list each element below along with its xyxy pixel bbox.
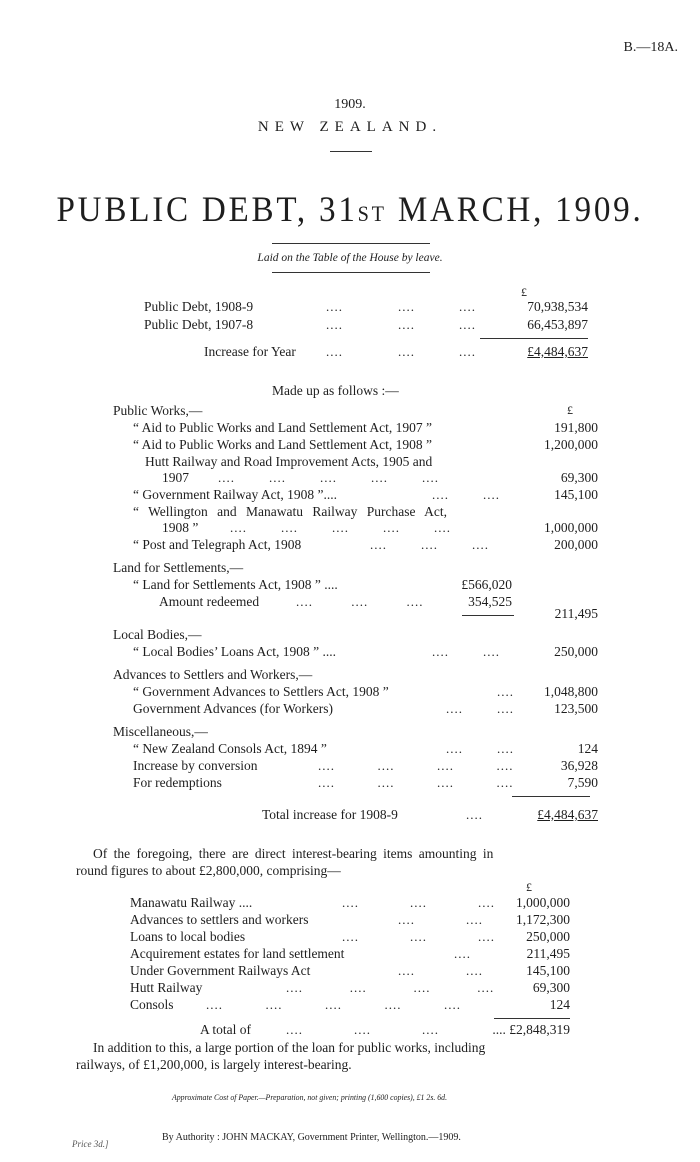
misc-item-2: Increase by conversion: [133, 758, 258, 773]
paper-reference: B.—18A.: [623, 40, 678, 55]
pw-amount-2: 1,200,000: [544, 437, 598, 452]
made-up-line: Made up as follows :—: [272, 383, 399, 398]
summary-label-1: Public Debt, 1908-9: [144, 299, 254, 314]
pw-item-4: “ Government Railway Act, 1908 ”....: [133, 487, 337, 502]
para2-line2: railways, of £1,200,000, is largely interest-bearing.: [76, 1057, 352, 1072]
land-heading: Land for Settlements,—: [113, 560, 244, 575]
local-line: “ Local Bodies’ Loans Act, 1908 ” ....: [133, 644, 336, 659]
summary-rule: [480, 338, 588, 339]
title-part-a: PUBLIC DEBT, 31: [56, 189, 358, 229]
advances-item-1: “ Government Advances to Settlers Act, 1908 ”: [133, 684, 389, 699]
advances-amount-2: 123,500: [554, 701, 598, 716]
total-increase-amount: £4,484,637: [537, 807, 598, 822]
cost-note: Approximate Cost of Paper.—Preparation, not given; printing (1,600 copies), £1 2s. 6d.: [172, 1092, 448, 1102]
pw-item-5-cont: 1908 ”: [162, 520, 199, 535]
price-note: Price 3d.]: [72, 1139, 109, 1149]
interest-item-6: Hutt Railway: [130, 980, 203, 995]
title-superscript: ST: [357, 201, 387, 226]
increase-amount: £4,484,637: [527, 344, 588, 359]
dots: ....: [459, 299, 476, 314]
pw-amount-5: 1,000,000: [544, 520, 598, 535]
dots: ....: [398, 317, 415, 332]
interest-item-4: Acquirement estates for land settlement: [130, 946, 345, 961]
pw-item-3-cont: 1907: [162, 470, 189, 485]
interest-amount-7: 124: [549, 997, 570, 1012]
total-increase-label: Total increase for 1908-9: [262, 807, 398, 822]
interest-amount-1: 1,000,000: [516, 895, 570, 910]
year-line: 1909.: [334, 97, 366, 112]
dots: .... .... .... .... ....: [206, 997, 461, 1012]
laid-note: Laid on the Table of the House by leave.: [257, 252, 443, 264]
dots: ....: [466, 807, 483, 822]
dots: .... .... ....: [342, 895, 495, 910]
advances-heading: Advances to Settlers and Workers,—: [113, 667, 313, 682]
summary-label-2: Public Debt, 1907-8: [144, 317, 254, 332]
interest-item-2: Advances to settlers and workers: [130, 912, 309, 927]
interest-amount-3: 250,000: [526, 929, 570, 944]
pw-amount-1: 191,800: [554, 420, 598, 435]
dots: .... ....: [446, 701, 514, 716]
interest-amount-2: 1,172,300: [516, 912, 570, 927]
misc-amount-1: 124: [577, 741, 598, 756]
pw-item-3: Hutt Railway and Road Improvement Acts, 1905 and: [145, 454, 433, 469]
interest-item-1: Manawatu Railway ....: [130, 895, 253, 910]
laid-rule-bottom: [272, 272, 430, 273]
local-heading: Local Bodies,—: [113, 627, 202, 642]
land-line-1: “ Land for Settlements Act, 1908 ” ....: [133, 577, 338, 592]
laid-rule-top: [272, 243, 430, 244]
pw-amount-6: 200,000: [554, 537, 598, 552]
header-rule: [330, 151, 372, 152]
document-title: [28, 188, 672, 230]
public-works-heading: Public Works,—: [113, 403, 203, 418]
misc-item-3: For redemptions: [133, 775, 222, 790]
pw-item-5: “ Wellington and Manawatu Railway Purchase Act,: [133, 504, 447, 519]
dots: .... ....: [432, 644, 500, 659]
land-line-2: Amount redeemed: [159, 594, 260, 609]
misc-amount-2: 36,928: [560, 758, 598, 773]
pw-item-2: “ Aid to Public Works and Land Settlement Act, 1908 ”: [133, 437, 432, 452]
dots: .... .... .... ....: [286, 980, 495, 995]
pw-amount-4: 145,100: [554, 487, 598, 502]
dots: ....: [497, 684, 514, 699]
dots: ....: [326, 317, 343, 332]
dots: ....: [326, 344, 343, 359]
currency-symbol: £: [526, 880, 532, 894]
land-rule: [462, 615, 514, 616]
land-value-2: 354,525: [468, 594, 512, 609]
para1-line1: Of the foregoing, there are direct interest-bearing items amounting in: [93, 846, 494, 861]
dots: .... ....: [398, 963, 483, 978]
misc-amount-3: 7,590: [567, 775, 598, 790]
dots: ....: [459, 344, 476, 359]
title-part-b: MARCH, 1909.: [386, 189, 644, 229]
total-of-label: A total of: [200, 1022, 251, 1037]
dots: ....: [398, 344, 415, 359]
pw-amount-3: 69,300: [560, 470, 598, 485]
advances-amount-1: 1,048,800: [544, 684, 598, 699]
country-line: NEW ZEALAND.: [257, 119, 443, 135]
land-value-1: £566,020: [461, 577, 512, 592]
para1-line2: round figures to about £2,800,000, comprising—: [76, 863, 341, 878]
summary-amount-1: 70,938,534: [527, 299, 588, 314]
dots: ....: [454, 946, 471, 961]
dots: ....: [398, 299, 415, 314]
interest-rule: [494, 1018, 570, 1019]
interest-item-3: Loans to local bodies: [130, 929, 246, 944]
interest-amount-6: 69,300: [532, 980, 570, 995]
para2-line1: In addition to this, a large portion of the loan for public works, including: [93, 1040, 486, 1055]
dots: ....: [326, 299, 343, 314]
land-amount: 211,495: [554, 606, 598, 621]
dots: .... ....: [446, 741, 514, 756]
interest-amount-5: 145,100: [526, 963, 570, 978]
misc-item-1: “ New Zealand Consols Act, 1894 ”: [133, 741, 327, 756]
increase-label: Increase for Year: [204, 344, 296, 359]
dots: .... ....: [432, 487, 500, 502]
currency-symbol: £: [521, 285, 527, 299]
currency-symbol: £: [567, 403, 573, 417]
interest-item-5: Under Government Railways Act: [130, 963, 311, 978]
pw-item-6: “ Post and Telegraph Act, 1908: [133, 537, 302, 552]
authority-line: By Authority : JOHN MACKAY, Government Printer, Wellington.—1909.: [162, 1132, 461, 1143]
dots: .... .... ....: [342, 929, 495, 944]
total-of-amount: .... £2,848,319: [492, 1022, 570, 1037]
misc-heading: Miscellaneous,—: [113, 724, 208, 739]
dots: .... ....: [398, 912, 483, 927]
dots: .... .... ....: [370, 537, 489, 552]
dots: .... .... .... ....: [318, 758, 514, 773]
summary-amount-2: 66,453,897: [527, 317, 588, 332]
pw-item-1: “ Aid to Public Works and Land Settlement Act, 1907 ”: [133, 420, 432, 435]
dots: .... .... ....: [296, 594, 424, 609]
dots: .... .... .... .... ....: [218, 470, 439, 485]
dots: .... .... .... .... ....: [230, 520, 451, 535]
interest-amount-4: 211,495: [526, 946, 570, 961]
dots: ....: [459, 317, 476, 332]
misc-rule: [512, 796, 590, 797]
dots: .... .... .... ....: [318, 775, 514, 790]
advances-item-2: Government Advances (for Workers): [133, 701, 333, 716]
local-amount: 250,000: [554, 644, 598, 659]
interest-item-7: Consols: [130, 997, 174, 1012]
dots: .... .... ....: [286, 1022, 439, 1037]
